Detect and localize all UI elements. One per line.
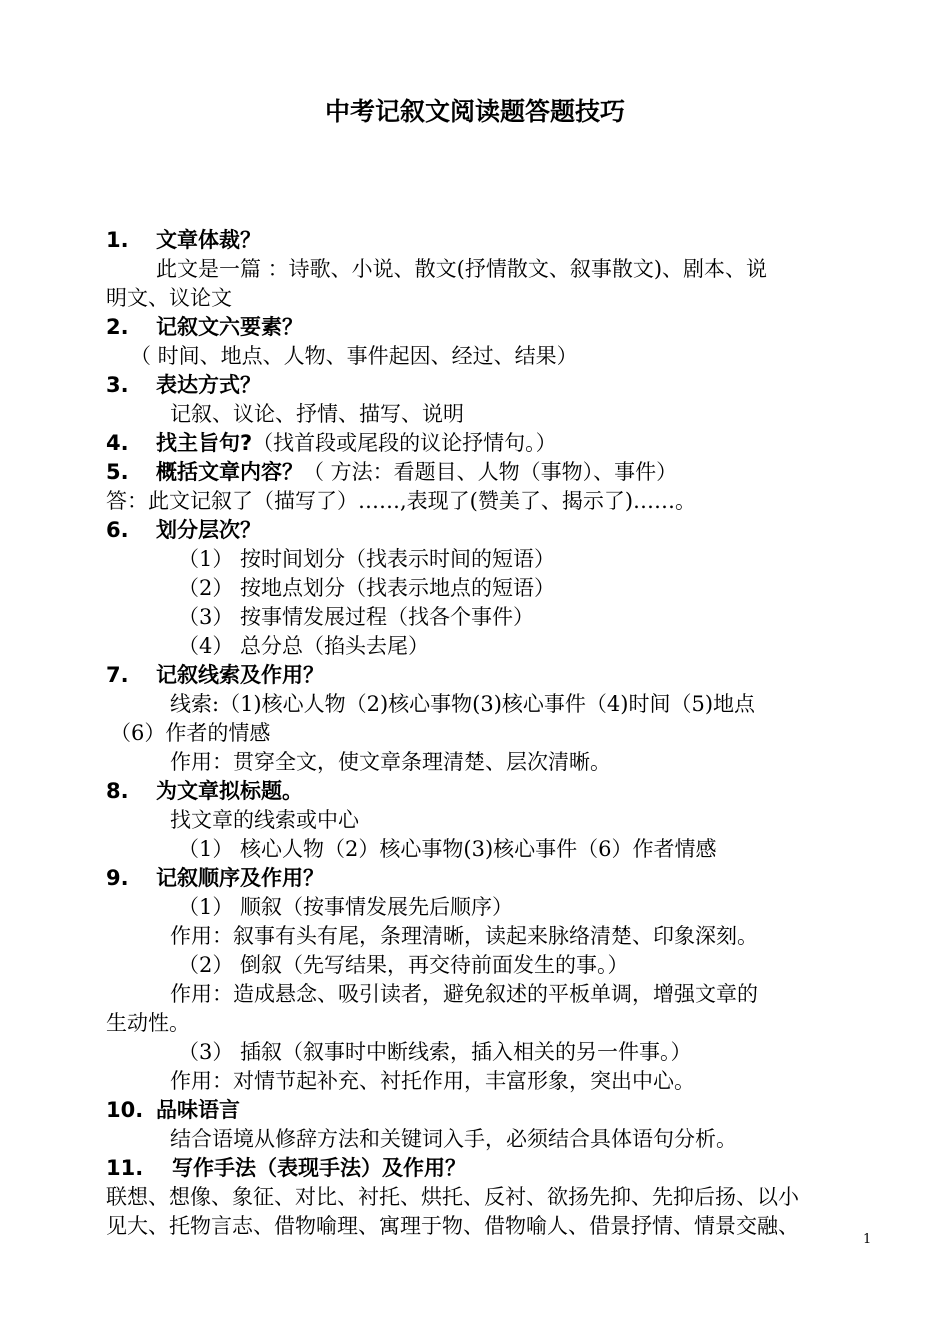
- page-title: 中考记叙文阅读题答题技巧: [324, 97, 625, 126]
- section-number: 8.: [106, 779, 129, 803]
- page-number: 1: [863, 1232, 872, 1247]
- body-line: 找文章的线索或中心: [170, 808, 359, 832]
- section-heading: [106, 226, 261, 255]
- heading-text: 记叙线索及作用？: [156, 663, 324, 687]
- heading-text: 为文章拟标题。: [156, 779, 303, 803]
- section-heading: [106, 429, 557, 458]
- heading-text: 划分层次？: [156, 518, 261, 542]
- section-number: 11.: [106, 1156, 144, 1180]
- section-heading: [106, 864, 324, 893]
- body-line: 生动性。: [106, 1011, 190, 1035]
- body-line: （6）作者的情感: [110, 721, 271, 745]
- heading-text: 记叙文六要素？: [156, 315, 303, 339]
- section-number: 2.: [106, 315, 129, 339]
- list-item: （3） 按事情发展过程（找各个事件）: [178, 605, 535, 629]
- section-heading: [106, 371, 261, 400]
- body-line: （2） 倒叙（先写结果，再交待前面发生的事。）: [178, 953, 629, 977]
- section-number: 6.: [106, 518, 129, 542]
- section-number: 9.: [106, 866, 129, 890]
- heading-note: （ 方法：看题目、人物（事物）、事件）: [303, 460, 678, 484]
- section-number: 3.: [106, 373, 129, 397]
- section-heading: [106, 1154, 466, 1183]
- body-line: 线索:（1)核心人物（2)核心事物(3)核心事件（4)时间（5)地点: [170, 692, 756, 716]
- body-line: （3） 插叙（叙事时中断线索，插入相关的另一件事。）: [178, 1040, 692, 1064]
- heading-text: 找主旨句?: [156, 431, 253, 455]
- body-line: 记叙、议论、抒情、描写、说明: [170, 402, 464, 426]
- section-number: 7.: [106, 663, 129, 687]
- body-line: 结合语境从修辞方法和关键词入手，必须结合具体语句分析。: [170, 1127, 737, 1151]
- heading-text: 概括文章内容？: [156, 460, 303, 484]
- body-line: 作用：叙事有头有尾，条理清晰，读起来脉络清楚、印象深刻。: [170, 924, 758, 948]
- heading-text: 表达方式？: [156, 373, 261, 397]
- list-item: （4） 总分总（掐头去尾）: [178, 634, 430, 658]
- heading-text: 写作手法（表现手法）及作用？: [172, 1156, 466, 1180]
- section-heading: [106, 1096, 240, 1125]
- list-item: （2） 按地点划分（找表示地点的短语）: [178, 576, 556, 600]
- body-line: 作用：贯穿全文，使文章条理清楚、层次清晰。: [170, 750, 611, 774]
- body-line: 联想、想像、象征、对比、衬托、烘托、反衬、欲扬先抑、先抑后扬、以小: [106, 1185, 799, 1209]
- body-line: （1） 顺叙（按事情发展先后顺序）: [178, 895, 514, 919]
- section-number: 5.: [106, 460, 129, 484]
- body-line: 明文、议论文: [106, 286, 232, 310]
- section-number: 10.: [106, 1098, 144, 1122]
- heading-note: （找首段或尾段的议论抒情句。）: [252, 431, 557, 455]
- body-line: （1） 核心人物（2）核心事物(3)核心事件（6）作者情感: [178, 837, 717, 861]
- heading-text: 文章体裁？: [156, 228, 261, 252]
- section-heading: [106, 777, 303, 806]
- body-line: 见大、托物言志、借物喻理、寓理于物、借物喻人、借景抒情、情景交融、: [106, 1214, 799, 1238]
- section-heading: [106, 516, 261, 545]
- body-line: 答：此文记叙了（描写了）……,表现了(赞美了、揭示了)……。: [106, 489, 697, 513]
- section-heading: [106, 313, 303, 342]
- body-line: 作用：造成悬念、吸引读者，避免叙述的平板单调，增强文章的: [170, 982, 758, 1006]
- section-heading: [106, 458, 677, 487]
- body-line: 此文是一篇 ：诗歌、小说、散文(抒情散文、叙事散文)、剧本、说: [156, 257, 768, 281]
- heading-text: 品味语言: [156, 1098, 240, 1122]
- heading-text: 记叙顺序及作用？: [156, 866, 324, 890]
- body-line: （ 时间、地点、人物、事件起因、经过、结果）: [130, 344, 578, 368]
- section-heading: [106, 661, 324, 690]
- list-item: （1） 按时间划分（找表示时间的短语）: [178, 547, 556, 571]
- body-line: 作用：对情节起补充、衬托作用，丰富形象，突出中心。: [170, 1069, 695, 1093]
- section-number: 4.: [106, 431, 129, 455]
- section-number: 1.: [106, 228, 129, 252]
